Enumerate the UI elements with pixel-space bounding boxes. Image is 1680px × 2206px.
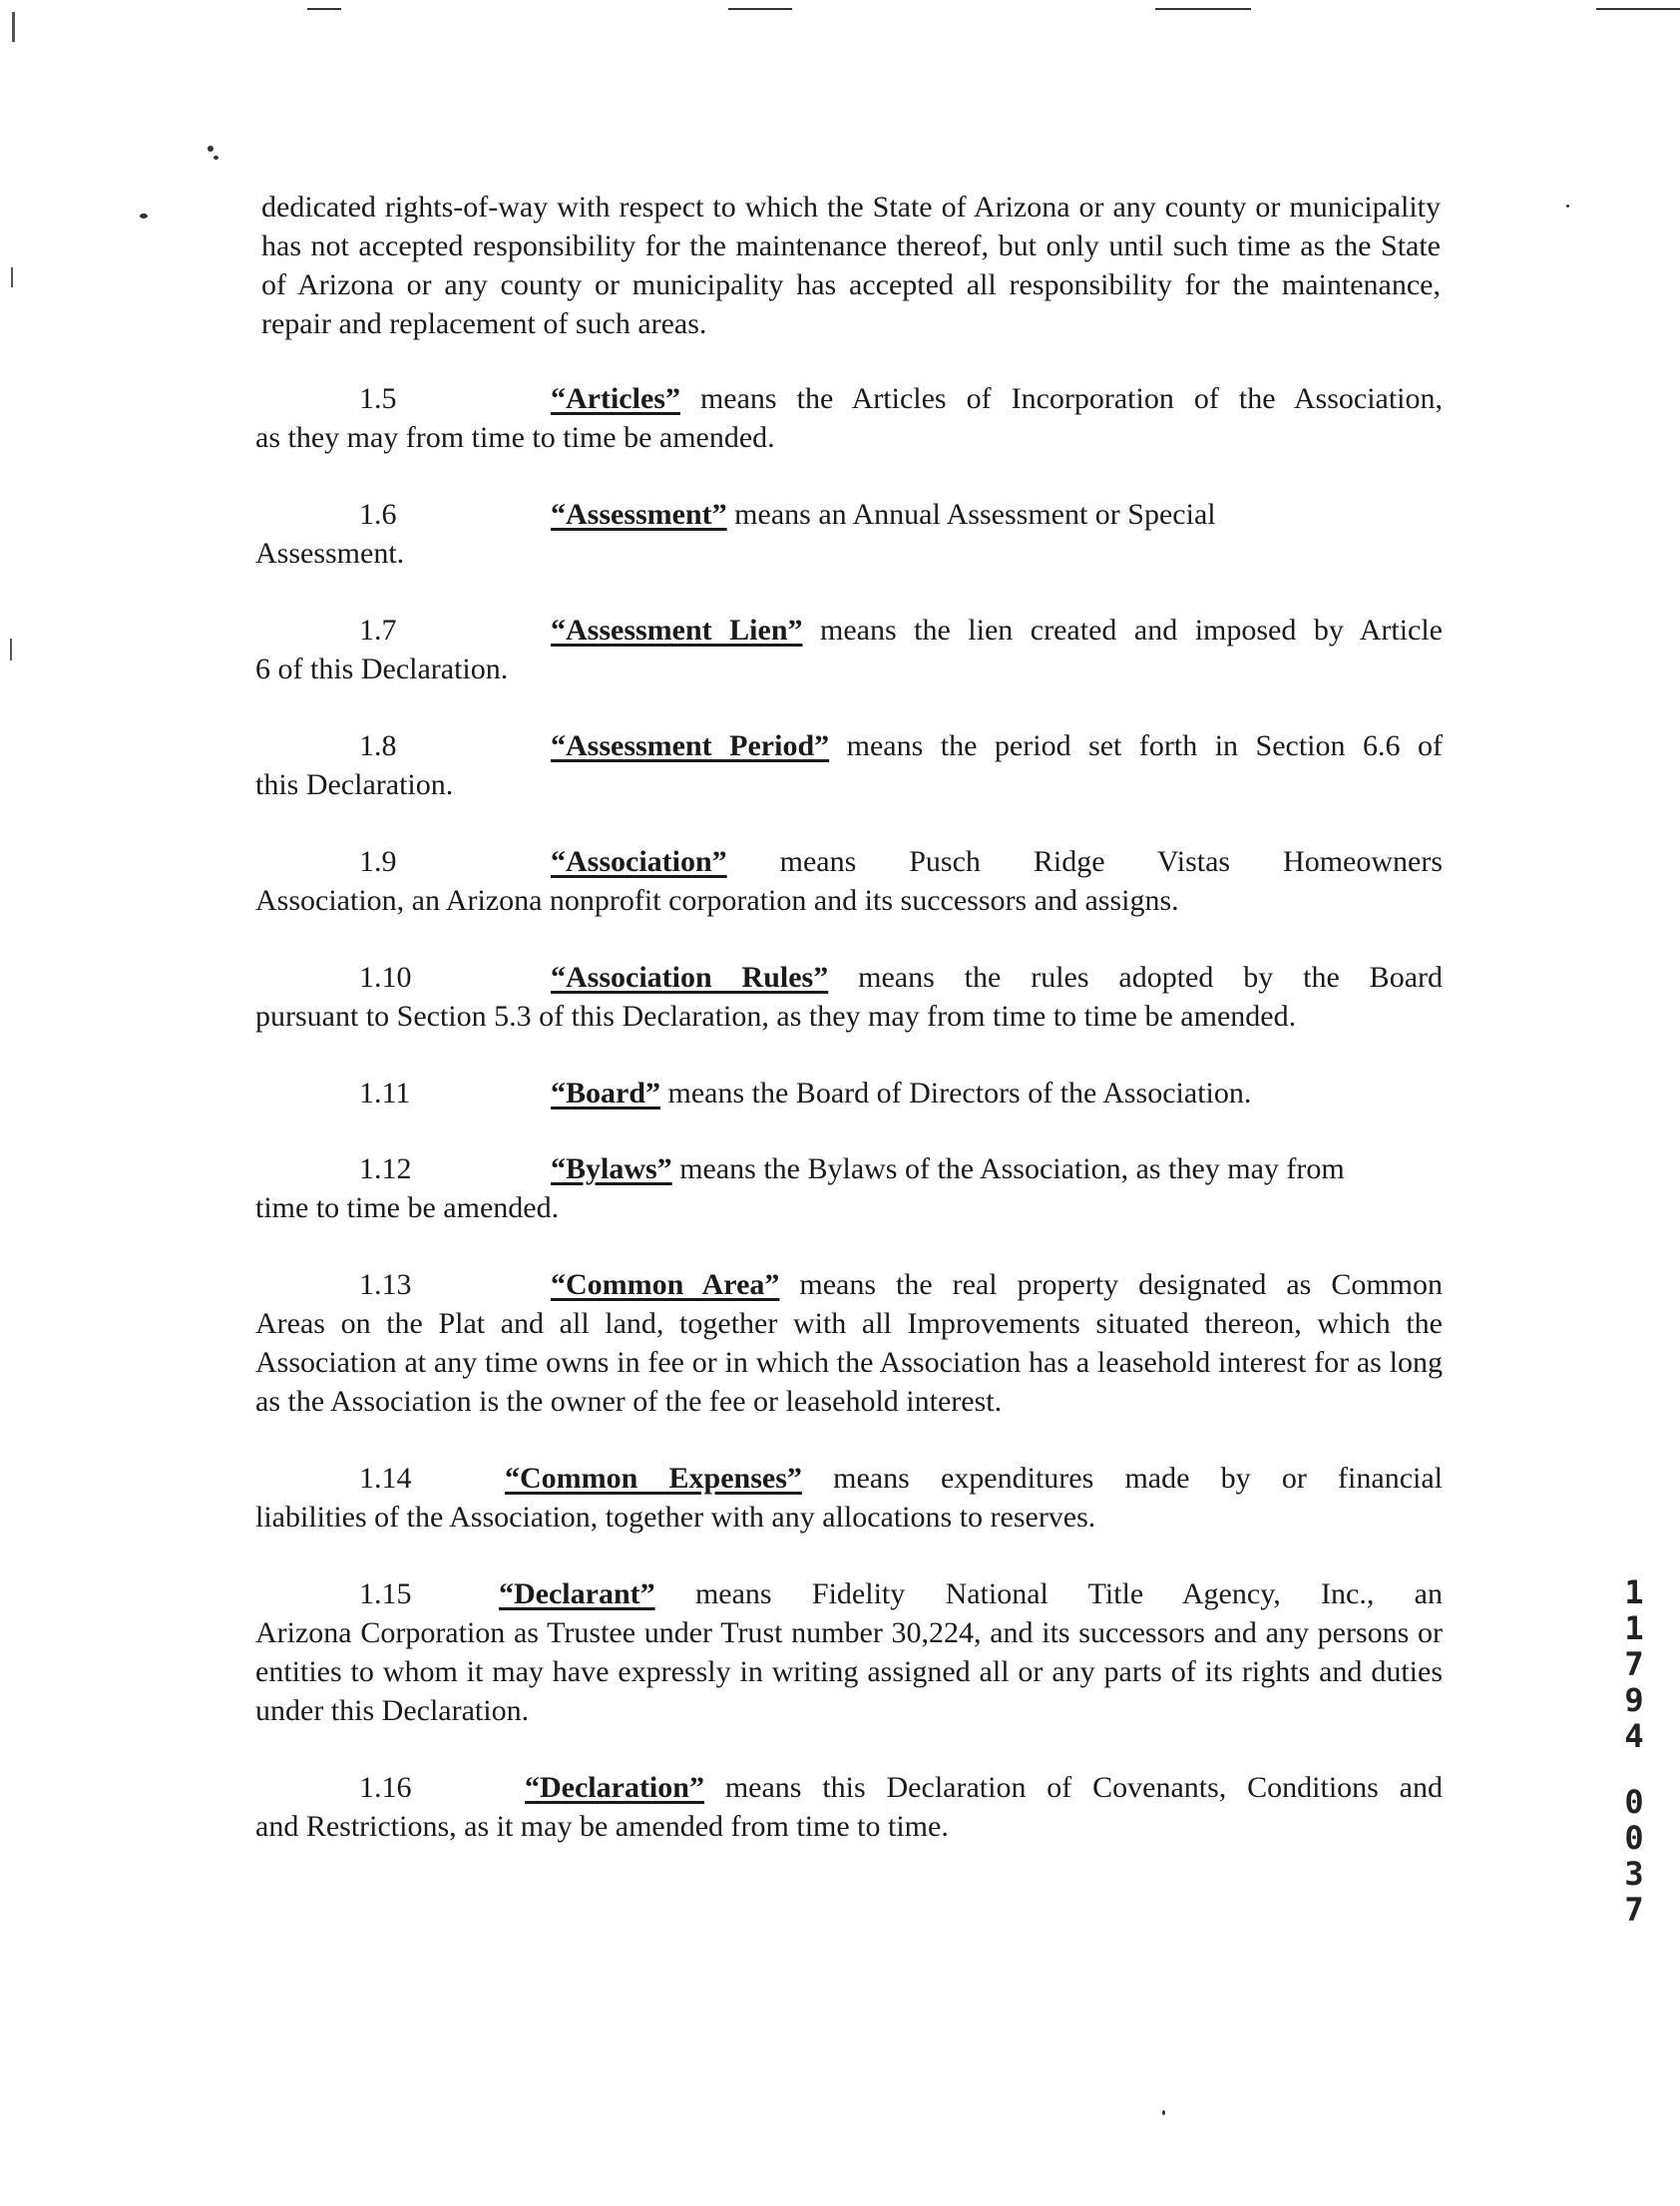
section-number: 1.12 — [359, 1152, 412, 1185]
section-number: 1.7 — [359, 614, 397, 647]
definition-continuation: Arizona Corporation as Trustee under Trust number 30,224, and its successors and any persons or entities to whom it may have expressly in writing assigned all or any parts of its rights and duties under this Declaration. — [255, 1616, 1443, 1727]
section-number: 1.6 — [359, 498, 397, 531]
margin-digit: 7 — [1624, 1645, 1644, 1683]
defined-term: “Common Expenses” — [505, 1462, 802, 1495]
defined-term: “Board” — [551, 1077, 661, 1109]
section-number: 1.14 — [359, 1462, 412, 1495]
margin-digit: 1 — [1624, 1609, 1644, 1647]
section-number: 1.5 — [359, 382, 397, 415]
section-number: 1.11 — [359, 1077, 411, 1109]
definition-continuation: pursuant to Section 5.3 of this Declaration, as they may from time to time be amended. — [255, 1000, 1297, 1033]
section-number: 1.15 — [359, 1577, 412, 1610]
top-scan-line-right — [1155, 8, 1251, 10]
definition-text: means Pusch Ridge Vistas Homeowners — [779, 845, 1444, 878]
scan-speck — [1162, 2110, 1165, 2115]
scan-speck — [140, 214, 148, 219]
section-number: 1.8 — [359, 729, 397, 762]
defined-term: “Assessment” — [551, 498, 727, 531]
definition-text: means the lien created and imposed by Article — [820, 614, 1443, 647]
definition-text: means the real property designated as Common — [799, 1268, 1444, 1301]
definition-continuation: as they may from time to time be amended. — [255, 421, 775, 454]
continuation-paragraph: dedicated rights-of-way with respect to which the State of Arizona or any county or municipality has not accepted responsibility for the maintenance thereof, but only until such time as the State of Arizona or any county or municipality has accepted all responsibility for the maintenance, repair and replacement of such areas. — [261, 191, 1441, 340]
definition-text: means the Articles of Incorporation of the Association, — [699, 382, 1444, 415]
definition-text: means this Declaration of Covenants, Conditions and — [724, 1771, 1443, 1804]
definition-continuation: 6 of this Declaration. — [255, 653, 509, 685]
section-1-14 — [255, 1459, 1443, 1537]
section-1-5 — [255, 379, 1443, 457]
defined-term: “Association Rules” — [551, 961, 829, 994]
section-number: 1.13 — [359, 1268, 412, 1301]
definition-text: means an Annual Assessment or Special — [734, 498, 1216, 531]
section-1-7 — [255, 611, 1443, 688]
definition-text: means expenditures made by or financial — [833, 1462, 1443, 1495]
definition-continuation: Association, an Arizona nonprofit corporation and its successors and assigns. — [255, 884, 1179, 917]
definition-text: means the rules adopted by the Board — [858, 961, 1443, 994]
definition-continuation: time to time be amended. — [255, 1191, 560, 1224]
margin-digit: 0 — [1624, 1819, 1644, 1857]
definition-text: means Fidelity National Title Agency, Inc., an — [694, 1577, 1443, 1610]
section-1-10 — [255, 958, 1443, 1036]
left-edge-mark — [11, 267, 13, 287]
margin-recording-number — [1614, 1574, 1654, 1928]
left-edge-mark — [10, 639, 12, 661]
margin-digit: 4 — [1624, 1717, 1644, 1755]
top-scan-line-edge — [1596, 8, 1680, 10]
margin-digit: 7 — [1624, 1891, 1644, 1929]
definition-text: means the period set forth in Section 6.6 of — [846, 729, 1443, 762]
section-number: 1.10 — [359, 961, 412, 994]
section-1-9 — [255, 842, 1443, 920]
definition-continuation: this Declaration. — [255, 768, 454, 801]
defined-term: “Association” — [551, 845, 727, 878]
section-1-13 — [255, 1265, 1443, 1421]
section-1-6 — [255, 495, 1443, 573]
margin-digit: 9 — [1624, 1681, 1644, 1719]
defined-term: “Bylaws” — [551, 1152, 672, 1185]
section-number: 1.16 — [359, 1771, 412, 1804]
margin-digit: 0 — [1624, 1783, 1644, 1821]
margin-digit: 3 — [1624, 1855, 1644, 1893]
margin-digit: 1 — [1624, 1573, 1644, 1611]
definition-continuation: Assessment. — [255, 537, 405, 570]
defined-term: “Assessment Lien” — [551, 614, 803, 647]
section-1-16 — [255, 1768, 1443, 1846]
definition-continuation: Areas on the Plat and all land, together with all Improvements situated thereon, which the Association at any time owns in fee or in which the Association has a leasehold interest for as long as the Association is the owner of the fee or leasehold interest. — [255, 1307, 1443, 1418]
defined-term: “Assessment Period” — [551, 729, 830, 762]
top-scan-line-left — [307, 8, 341, 10]
defined-term: “Declarant” — [499, 1577, 655, 1610]
scan-speck — [208, 146, 213, 152]
section-number: 1.9 — [359, 845, 397, 878]
defined-term: “Articles” — [551, 382, 680, 415]
section-1-12 — [255, 1149, 1443, 1227]
definition-text: means the Board of Directors of the Association. — [667, 1077, 1252, 1109]
section-1-15 — [255, 1574, 1443, 1730]
definition-continuation: and Restrictions, as it may be amended from time to time. — [255, 1810, 949, 1843]
definition-continuation: liabilities of the Association, together with any allocations to reserves. — [255, 1501, 1096, 1534]
top-scan-line-middle — [728, 8, 792, 10]
defined-term: “Declaration” — [525, 1771, 704, 1804]
definition-text: means the Bylaws of the Association, as they may from — [679, 1152, 1345, 1185]
scan-speck — [213, 156, 218, 160]
section-1-11 — [255, 1074, 1443, 1112]
left-edge-mark — [12, 12, 15, 42]
margin-gap — [1614, 1754, 1654, 1784]
defined-term: “Common Area” — [551, 1268, 780, 1301]
section-1-8 — [255, 726, 1443, 804]
scan-speck — [1566, 205, 1569, 208]
